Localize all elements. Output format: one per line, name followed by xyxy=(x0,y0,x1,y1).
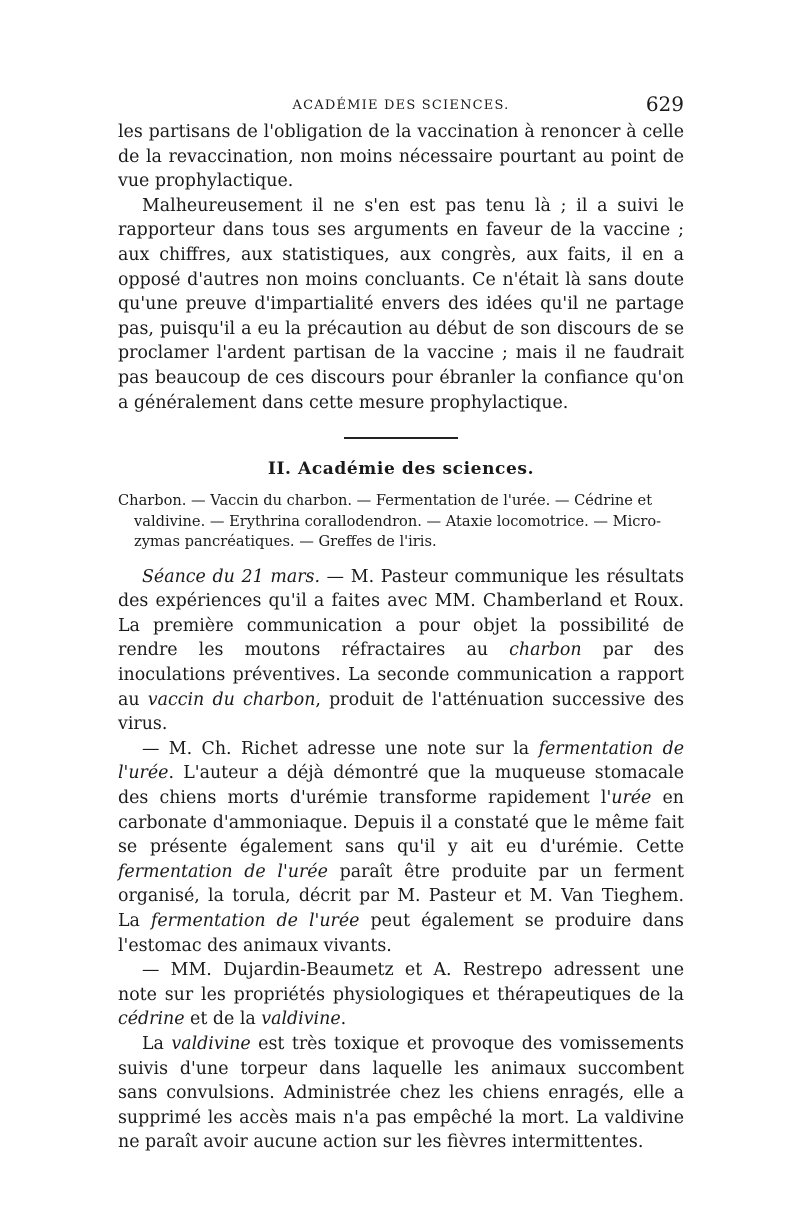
running-header xyxy=(118,92,684,120)
page-number: 629 xyxy=(645,92,684,116)
paragraph-continuation: les partisans de l'obligation de la vaccination à renoncer à celle de la revaccination, non moins nécessaire pourtant au point de vue prophylactique. xyxy=(118,122,684,192)
summary-line: zymas pancréatiques. — Greffes de l'iris. xyxy=(134,533,437,551)
section-summary xyxy=(118,491,684,553)
summary-line: Charbon. — Vaccin du charbon. — Fermentation de l'urée. — Cédrine et xyxy=(118,492,653,510)
paragraph-malheureusement: Malheureusement il ne s'en est pas tenu là ; il a suivi le rapporteur dans tous ses arguments en faveur de la vaccine ; aux chiffres, aux statistiques, aux congrès, aux faits, il en a opposé d'autres non moins concluants. Ce n'était là sans doute qu'une preuve d'impartialité envers des idées qu'il ne partage pas, puisqu'il a eu la précaution au début de son discours de se proclamer l'ardent partisan de la vaccine ; mais il ne faudrait pas beaucoup de ces discours pour ébranler la confiance qu'on a généralement dans cette mesure prophylactique. xyxy=(118,195,684,413)
running-title: ACADÉMIE DES SCIENCES. xyxy=(292,98,510,113)
session-date: Séance du 21 mars. xyxy=(142,566,320,587)
paragraph-pasteur: Séance du 21 mars. — M. Pasteur communique les résultats des expériences qu'il a faites avec MM. Chamberland et Roux. La première communication a pour objet la possibilité de rendre les moutons réfractaires au charbon par des inoculations préventives. La seconde communication a rapport au vaccin du charbon, produit de l'atténuation successive des virus. xyxy=(118,566,684,735)
paragraph-richet: — M. Ch. Richet adresse une note sur la fermentation de l'urée. L'auteur a déjà démontré que la muqueuse stomacale des chiens morts d'urémie transforme rapidement l'urée en carbonate d'ammoniaque. Depuis il a constaté que le même fait se présente également sans qu'il y ait eu d'urémie. Cette fermentation de l'urée paraît être produite par un ferment organisé, la torula, décrit par M. Pasteur et M. Van Tieghem. La fermentation de l'urée peut également se produire dans l'estomac des animaux vivants. xyxy=(118,738,684,956)
summary-line: valdivine. — Erythrina corallodendron. — Ataxie locomotrice. — Micro- xyxy=(134,512,662,530)
document-page xyxy=(118,92,684,1155)
paragraph-dujardin: — MM. Dujardin-Beaumetz et A. Restrepo adressent une note sur les propriétés physiologiques et thérapeutiques de la cédrine et de la valdivine. xyxy=(118,960,684,1030)
section-divider xyxy=(344,437,458,439)
section-heading: II. Académie des sciences. xyxy=(267,459,535,480)
paragraph-valdivine: La valdivine est très toxique et provoque des vomissements suivis d'une torpeur dans laquelle les animaux succombent sans convulsions. Administrée chez les chiens enragés, elle a supprimé les accès mais n'a pas empêché la mort. La valdivine ne paraît avoir aucune action sur les fièvres intermittentes. xyxy=(118,1033,684,1153)
